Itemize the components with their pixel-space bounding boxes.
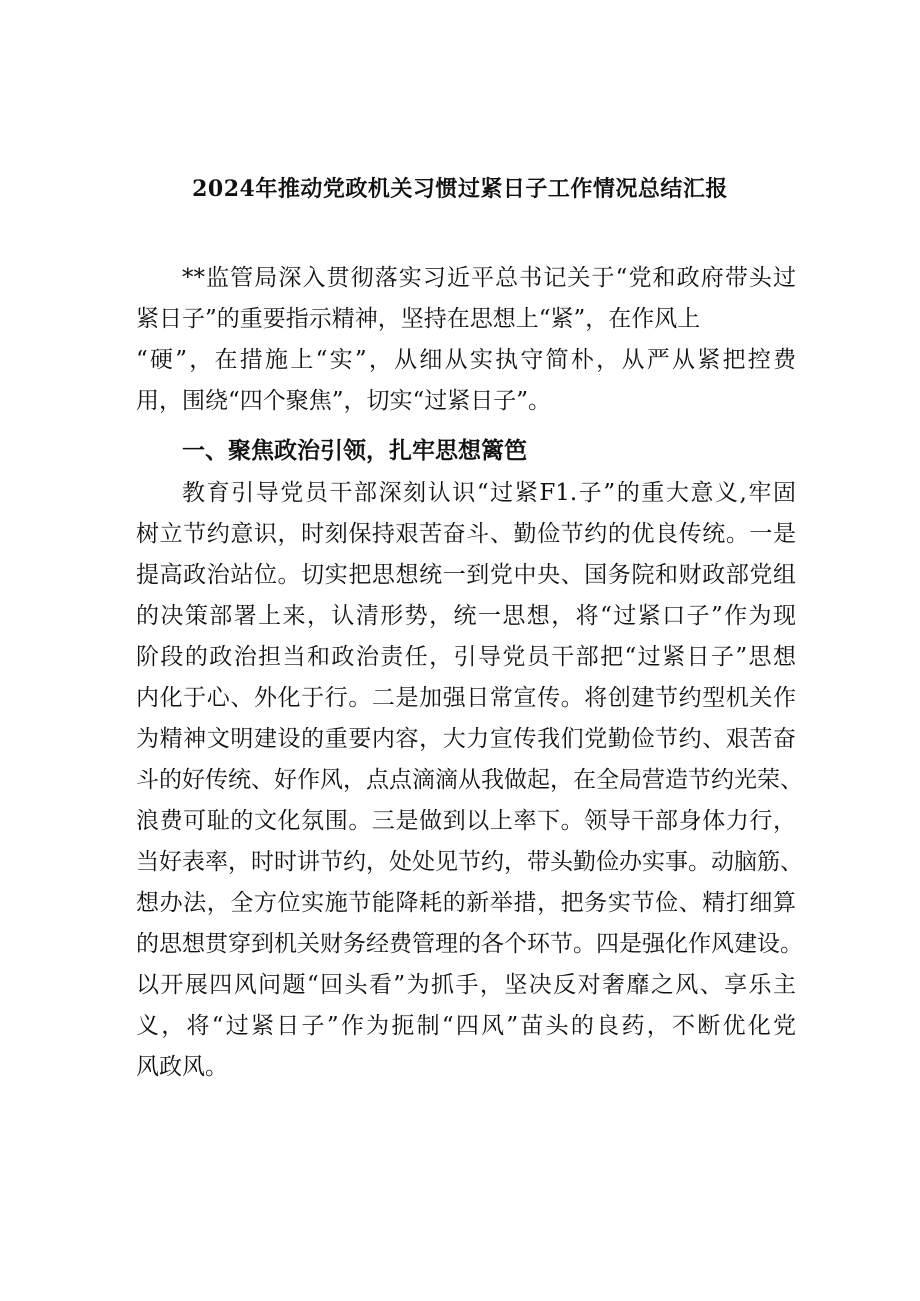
paragraph-line: 树立节约意识，时刻保持艰苦奋斗、勤俭节约的优良传统。一是 — [136, 521, 796, 547]
paragraph-line: 以开展四风问题“回头看”为抓手，坚决反对奢靡之风、享乐主 — [136, 972, 796, 998]
paragraph-line: 风政风。 — [136, 1054, 228, 1080]
lead-paragraph — [136, 258, 796, 422]
document-title: 2024年推动党政机关习惯过紧日子工作情况总结汇报 — [192, 176, 728, 202]
paragraph-line: 的决策部署上来，认清形势，统一思想，将“过紧口子”作为现 — [136, 603, 796, 629]
paragraph-line: 紧日子”的重要指示精神，坚持在思想上“紧”，在作风上 — [136, 306, 701, 332]
paragraph-line: 的思想贯穿到机关财务经费管理的各个环节。四是强化作风建设。 — [136, 931, 803, 957]
paragraph-line: “硬”，在措施上“实”，从细从实执守简朴，从严从紧把控费 — [136, 347, 796, 373]
paragraph-line: 想办法，全方位实施节能降耗的新举措，把务实节俭、精打细算 — [136, 890, 796, 916]
paragraph-line: 浪费可耻的文化氛围。三是做到以上率下。领导干部身体力行， — [136, 808, 796, 834]
paragraph-line: 教育引导党员干部深刻认识“过紧F1.子”的重大意义,牢固 — [182, 480, 796, 506]
paragraph-line: 用，围绕“四个聚焦”，切实“过紧日子”。 — [136, 388, 552, 414]
section-heading: 一、聚焦政治引领，扎牢思想篱笆 — [182, 437, 527, 464]
paragraph-line: 阶段的政治担当和政治责任，引导党员干部把“过紧日子”思想 — [136, 644, 796, 670]
paragraph-line: 当好表率，时时讲节约，处处见节约，带头勤俭办实事。动脑筋、 — [136, 849, 803, 875]
section-1-paragraph — [136, 473, 803, 1088]
paragraph-line: **监管局深入贯彻落实习近平总书记关于“党和政府带头过 — [182, 265, 796, 291]
paragraph-line: 为精神文明建设的重要内容，大力宣传我们党勤俭节约、艰苦奋 — [136, 726, 796, 752]
paragraph-line: 义，将“过紧日子”作为扼制“四风”苗头的良药，不断优化党 — [136, 1013, 796, 1039]
paragraph-line: 提高政治站位。切实把思想统一到党中央、国务院和财政部党组 — [136, 562, 796, 588]
paragraph-line: 斗的好传统、好作风，点点滴滴从我做起，在全局营造节约光荣、 — [136, 767, 803, 793]
paragraph-line: 内化于心、外化于行。二是加强日常宣传。将创建节约型机关作 — [136, 685, 796, 711]
